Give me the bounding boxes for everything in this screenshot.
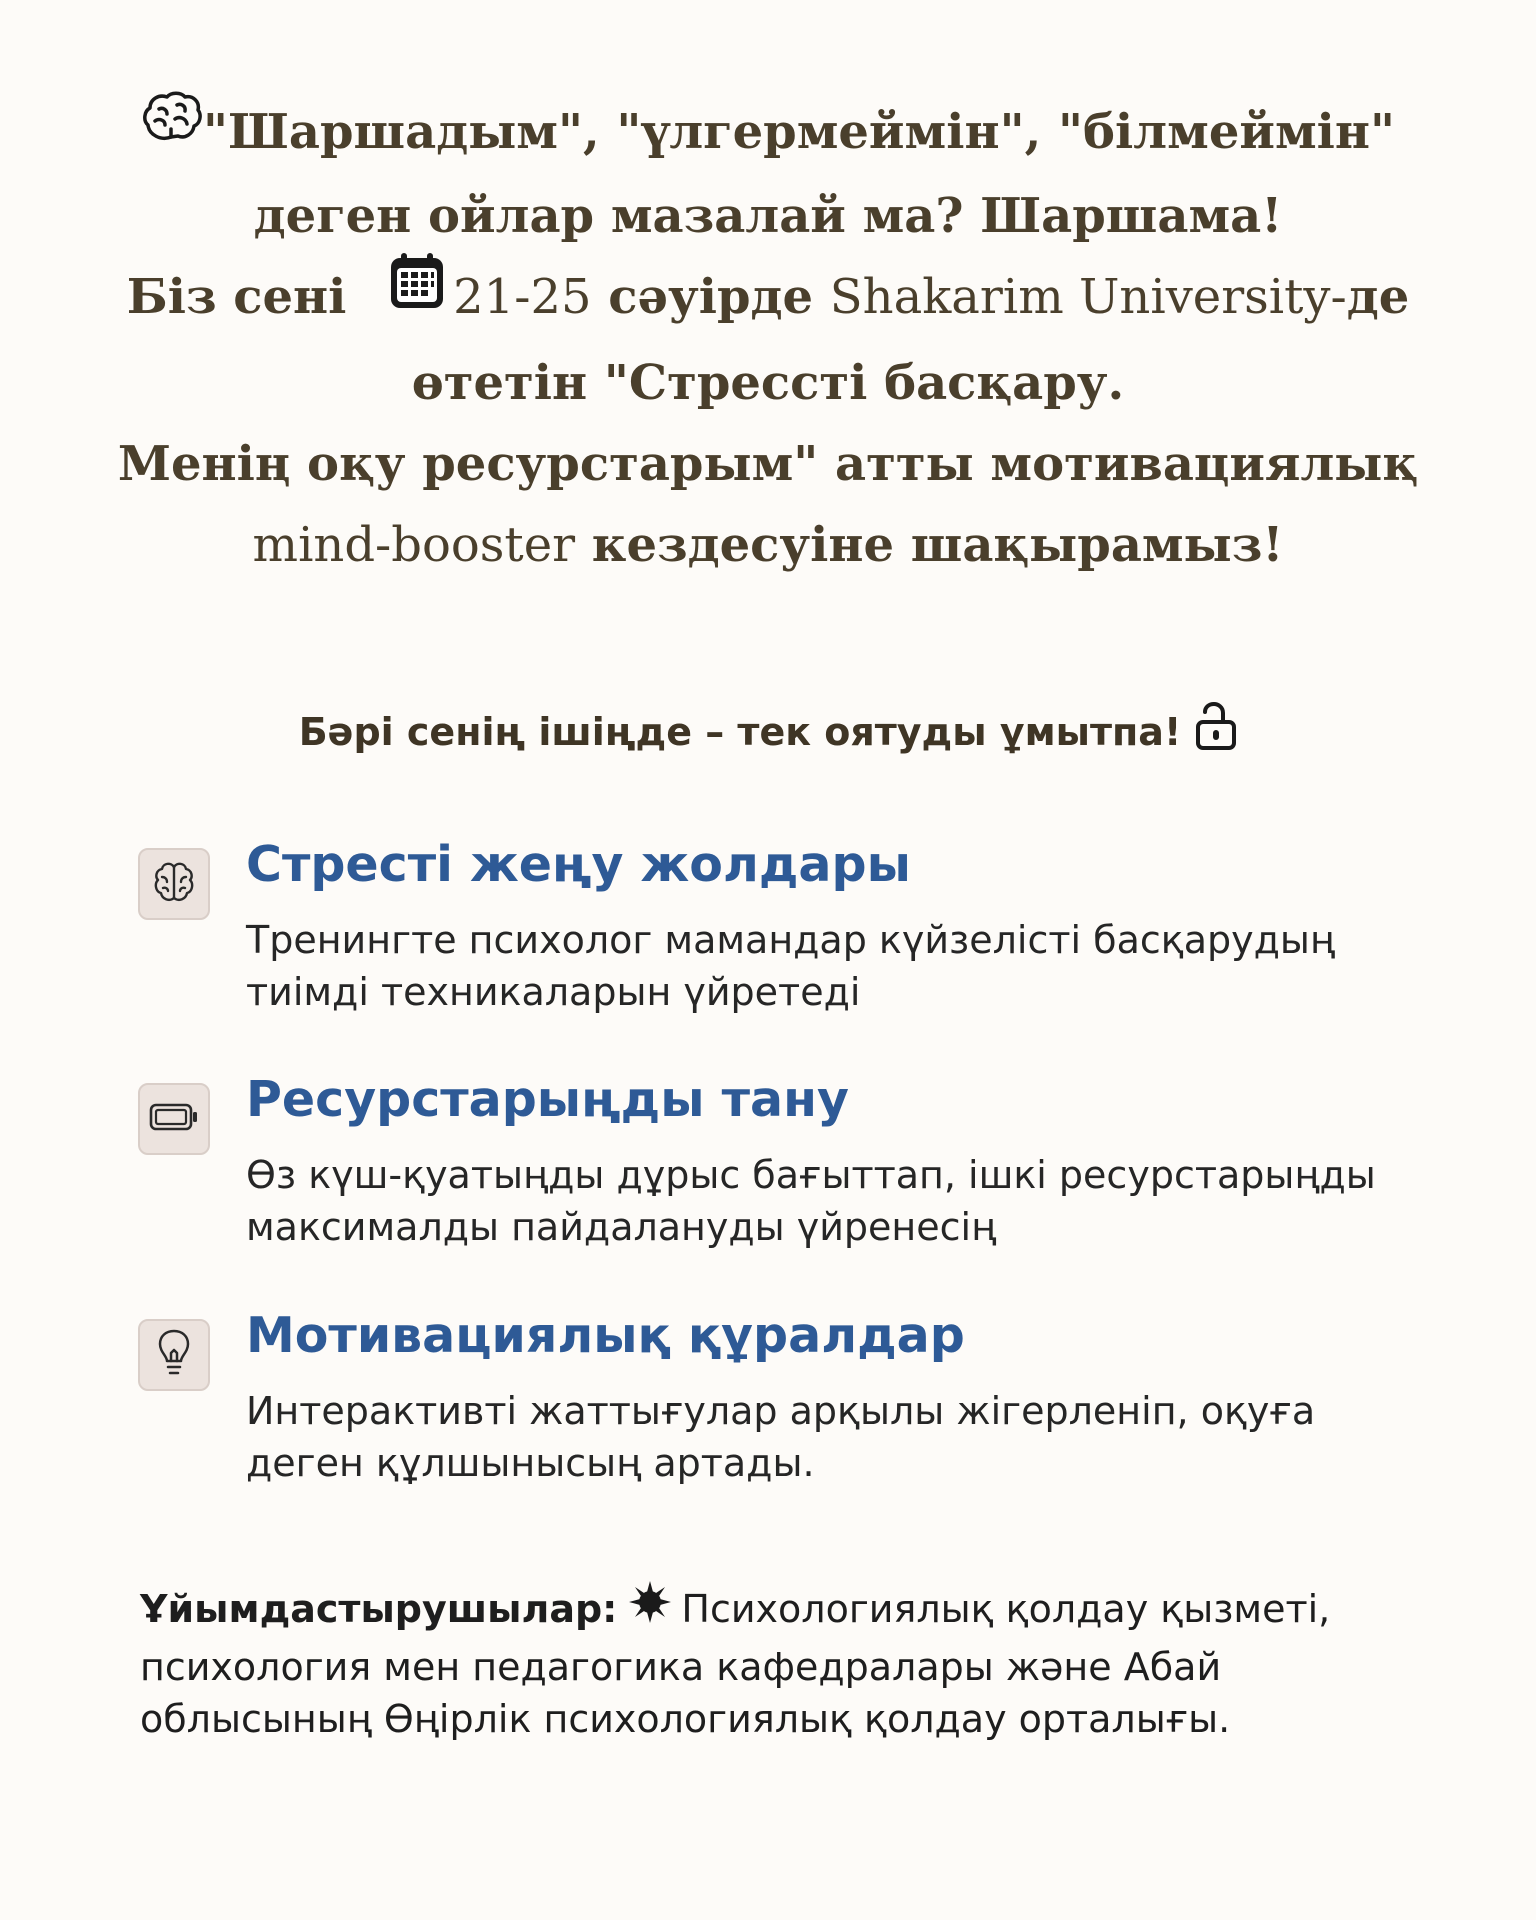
organizers-text: Психологиялық қолдау қызметі, психология мен педагогика кафедралары және Абай облысының Өңірлік психологиялық қолдау орталығы. xyxy=(140,1587,1331,1741)
calendar-icon xyxy=(387,252,447,337)
feature-badge xyxy=(138,1083,210,1155)
headline-line-5: Менің оқу ресурстарым" атты мотивациялық xyxy=(117,436,1419,492)
feature-badge xyxy=(138,1319,210,1391)
organizers-label: Ұйымдастырушылар: xyxy=(140,1587,618,1631)
tagline: Бәрі сенің ішіңде – тек оятуды ұмытпа! xyxy=(0,706,1536,763)
headline-line-1: "Шаршадым", "үлгермеймін", "білмеймін" xyxy=(60,92,1476,176)
headline-line-6: mind-booster кездесуіне шақырамыз! xyxy=(252,517,1284,573)
feature-description: Тренингте психолог мамандар күйзелісті басқарудың тиімді техникаларын үйретеді xyxy=(246,918,1335,1014)
unlock-icon xyxy=(1195,702,1237,759)
feature-description: Өз күш-қуатыңды дұрыс бағыттап, ішкі ресурстарыңды максималды пайдалануды үйренесің xyxy=(246,1153,1376,1249)
headline-line-3: Біз сені 21-25 сәуірде Shakarim University-де xyxy=(60,257,1476,343)
lightbulb-icon xyxy=(154,1329,194,1381)
brain-outline-icon xyxy=(151,859,197,909)
headline xyxy=(60,92,1476,586)
star-burst-icon xyxy=(627,1579,673,1638)
feature-badge xyxy=(138,848,210,920)
feature-title: Мотивациялық құралдар xyxy=(246,1307,965,1364)
battery-icon xyxy=(149,1102,199,1136)
brain-icon xyxy=(141,89,203,170)
feature-title: Ресурстарыңды тану xyxy=(246,1071,849,1128)
organizers xyxy=(140,1582,1430,1745)
feature-description: Интерактивті жаттығулар арқылы жігерленіп, оқуға деген құлшынысың артады. xyxy=(246,1389,1316,1485)
headline-line-2: деген ойлар мазалай ма? Шаршама! xyxy=(253,188,1283,244)
feature-title: Стресті жеңу жолдары xyxy=(246,836,911,893)
headline-line-4: өтетін "Стрессті басқару. xyxy=(411,355,1125,411)
